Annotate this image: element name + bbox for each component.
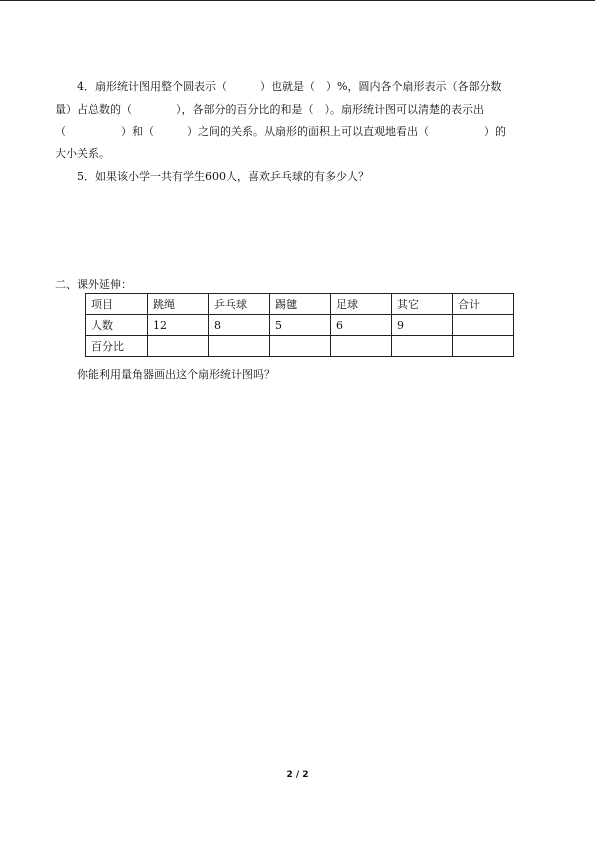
q4-line-1: 4．扇形统计图用整个圆表示（ ）也就是（ ）%，圆内各个扇形表示（各部分数 — [77, 80, 502, 93]
table-cell — [453, 315, 514, 336]
page-number: 2 / 2 — [286, 770, 309, 780]
q4-line-3: （ ）和（ ）之间的关系。从扇形的面积上可以直观地看出（ ）的 — [55, 125, 506, 138]
section-2-title: 二、课外延伸： — [55, 278, 132, 291]
table-cell: 人数 — [86, 315, 148, 336]
table-row — [86, 336, 514, 357]
table-header-row — [86, 294, 514, 315]
table-cell: 8 — [209, 315, 270, 336]
q4-line-2: 量）占总数的（ ），各部分的百分比的和是（ ）。扇形统计图可以清楚的表示出 — [55, 103, 484, 116]
hobby-stats-table — [85, 293, 514, 357]
table-cell: 合计 — [453, 294, 514, 315]
table-cell — [270, 336, 331, 357]
table-cell — [209, 336, 270, 357]
table-cell: 跳绳 — [148, 294, 209, 315]
table-cell: 项目 — [86, 294, 148, 315]
table-cell — [392, 336, 453, 357]
q4-line-4: 大小关系。 — [55, 147, 110, 160]
table-cell — [453, 336, 514, 357]
table-cell: 12 — [148, 315, 209, 336]
table-cell: 5 — [270, 315, 331, 336]
page-top-border — [0, 0, 595, 1]
table-cell: 足球 — [331, 294, 392, 315]
table-cell: 百分比 — [86, 336, 148, 357]
table-cell — [148, 336, 209, 357]
table-cell: 踢毽 — [270, 294, 331, 315]
q5-question: 5．如果该小学一共有学生600人，喜欢乒乓球的有多少人？ — [77, 170, 369, 183]
section-2-question: 你能利用量角器画出这个扇形统计图吗？ — [77, 368, 275, 381]
table-cell: 6 — [331, 315, 392, 336]
table-row — [86, 315, 514, 336]
table-cell: 9 — [392, 315, 453, 336]
table-cell: 乒乓球 — [209, 294, 270, 315]
table-cell — [331, 336, 392, 357]
table-cell: 其它 — [392, 294, 453, 315]
